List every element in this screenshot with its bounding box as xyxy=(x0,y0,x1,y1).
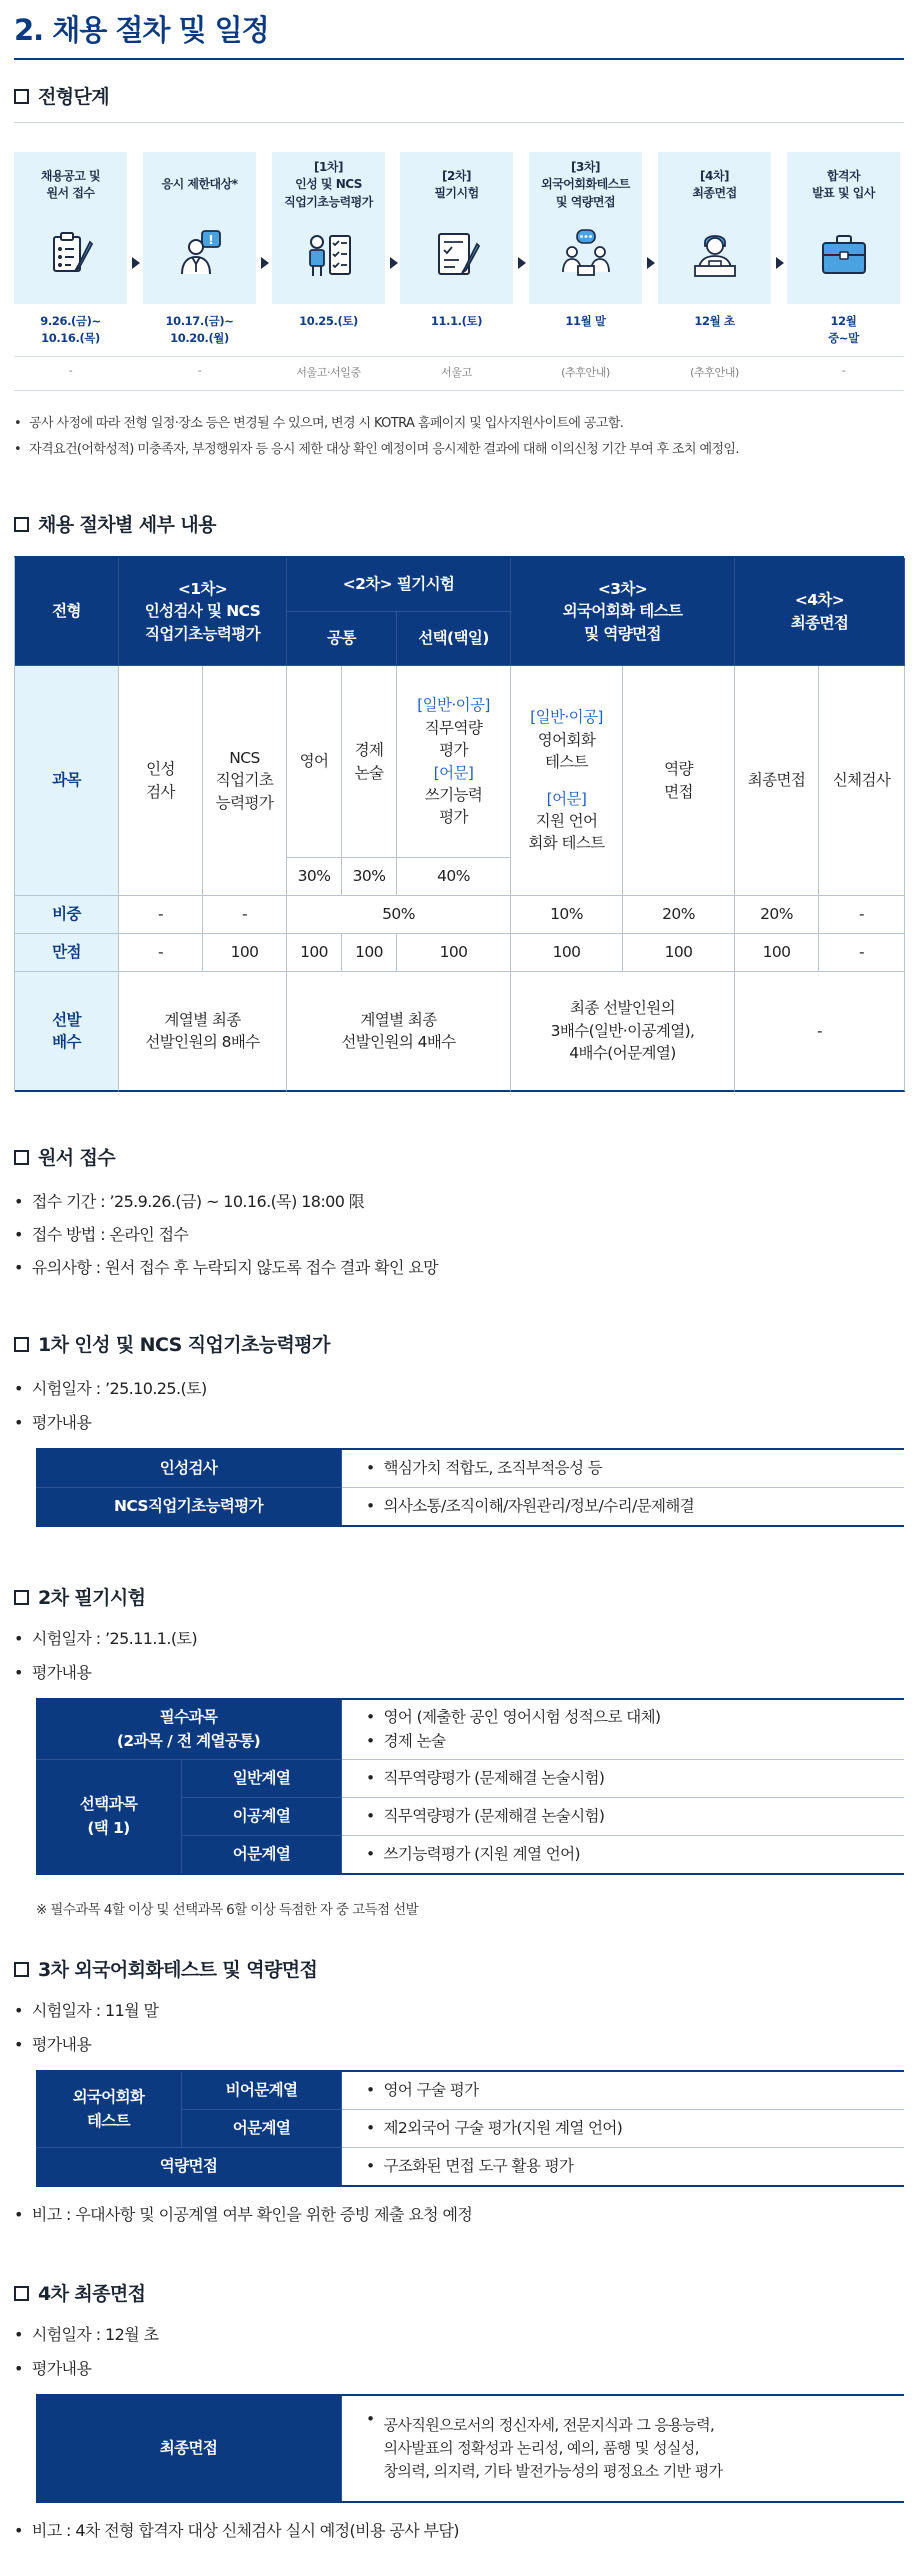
arrow-right-icon xyxy=(647,257,655,269)
elective-general-tag: [일반·이공] xyxy=(417,696,490,715)
score-lang: 100 xyxy=(511,934,623,972)
pct-english: 30% xyxy=(287,858,342,896)
subject-final: 최종면접 xyxy=(735,666,819,896)
stage-date: 12월 중~말 xyxy=(828,314,859,345)
stage-location: - xyxy=(841,364,846,377)
first-date: • 시험일자 : ’25.10.25.(토) xyxy=(14,1376,207,1399)
application-method: • 접수 방법 : 온라인 접수 xyxy=(14,1222,188,1245)
second-footnote: ※ 필수과목 4할 이상 및 선택과목 6할 이상 득점한 자 중 고득점 선발 xyxy=(36,1902,419,1918)
score-elective: 100 xyxy=(397,934,511,972)
stage-card xyxy=(14,152,127,304)
stage-label: [4차] 최종면접 xyxy=(692,168,737,200)
weight-physical: - xyxy=(819,896,905,934)
stage-location: (추후안내) xyxy=(690,366,739,379)
stage-label: [1차] 인성 및 NCS 직업기초능력평가 xyxy=(284,159,373,209)
table-bottom-rule xyxy=(36,1525,904,1527)
clipboard-pen-icon xyxy=(45,228,97,280)
weight-ncs: - xyxy=(203,896,287,934)
square-bullet-icon xyxy=(14,517,29,532)
stage-date: 11.1.(토) xyxy=(430,314,483,328)
header-third: <3차> 외국어회화 테스트 및 역량면접 xyxy=(511,558,735,666)
stage-label: 응시 제한대상* xyxy=(161,177,238,192)
stage-location: 서울고·서일중 xyxy=(296,366,361,379)
arrow-right-icon xyxy=(261,257,269,269)
first-row-body: • 의사소통/조직이해/자원관리/정보/수리/문제해결 xyxy=(342,1488,904,1526)
stage-label: [3차] 외국어회화테스트 및 역량면접 xyxy=(541,159,630,209)
stage-label: [2차] 필기시험 xyxy=(434,168,479,200)
third-date: • 시험일자 : 11월 말 xyxy=(14,1998,158,2021)
header-first: <1차> 인성검사 및 NCS 직업기초능력평가 xyxy=(119,558,287,666)
stage-card xyxy=(658,152,771,304)
subject-physical: 신체검사 xyxy=(819,666,905,896)
lang-test-head: 외국어회화 테스트 xyxy=(36,2072,182,2148)
lang-row-head: 어문계열 xyxy=(182,2110,342,2148)
pct-econ: 30% xyxy=(342,858,397,896)
elective-row-head: 이공계열 xyxy=(182,1798,342,1836)
selection-third: 최종 선발인원의 3배수(일반·이공계열), 4배수(어문계열) xyxy=(511,972,735,1092)
score-final: 100 xyxy=(735,934,819,972)
row-label-weight: 비중 xyxy=(15,896,119,934)
arrow-right-icon xyxy=(132,257,140,269)
square-bullet-icon xyxy=(14,1150,29,1165)
page-title: 2. 채용 절차 및 일정 xyxy=(14,13,269,47)
table-bottom-rule xyxy=(36,2501,904,2503)
stage-card xyxy=(272,152,385,304)
fourth-date: • 시험일자 : 12월 초 xyxy=(14,2322,158,2345)
elective-row-body: • 쓰기능력평가 (지원 계열 언어) xyxy=(342,1836,904,1874)
svg-text:!: ! xyxy=(208,233,214,247)
section-details-heading: 채용 절차별 세부 내용 xyxy=(14,510,216,537)
square-bullet-icon xyxy=(14,1337,29,1352)
final-body: • 공사직원으로서의 정신자세, 전문지식과 그 응용능력, 의사발표의 정확성과 논리성, 예의, 품행 및 성실성, 창의력, 의지력, 기타 발전가능성의 평정요소 기반 평가 xyxy=(342,2396,904,2502)
row-label-subject: 과목 xyxy=(15,666,119,896)
lang-language-subject: 지원 언어 회화 테스트 xyxy=(528,811,605,853)
third-content-label: • 평가내용 xyxy=(14,2032,91,2055)
lang-language-tag: [어문] xyxy=(546,789,587,808)
square-bullet-icon xyxy=(14,89,29,104)
subject-language-test xyxy=(511,666,623,896)
stage-divider xyxy=(14,390,904,391)
weight-final: 20% xyxy=(735,896,819,934)
row-label-score: 만점 xyxy=(15,934,119,972)
square-bullet-icon xyxy=(14,1590,29,1605)
row-label-selection: 선발 배수 xyxy=(15,972,119,1092)
section-second-heading: 2차 필기시험 xyxy=(14,1583,145,1610)
stage-note: • 자격요건(어학성적) 미충족자, 부정행위자 등 응시 제한 대상 확인 예정이며 응시제한 결과에 대해 이의신청 기간 부여 후 조치 예정임. xyxy=(14,438,739,457)
interview-icon xyxy=(560,228,612,280)
first-row-head: 인성검사 xyxy=(36,1450,342,1488)
first-row-head: NCS직업기초능력평가 xyxy=(36,1488,342,1526)
second-date: • 시험일자 : ’25.11.1.(토) xyxy=(14,1626,197,1649)
section-divider xyxy=(14,122,904,123)
subject-ncs: NCS 직업기초 능력평가 xyxy=(203,666,287,896)
final-head: 최종면접 xyxy=(36,2396,342,2502)
table-bottom-rule xyxy=(36,2185,904,2187)
subject-english: 영어 xyxy=(287,666,342,858)
section-third-heading: 3차 외국어회화테스트 및 역량면접 xyxy=(14,1955,317,1982)
subject-personality: 인성 검사 xyxy=(119,666,203,896)
elective-row-head: 어문계열 xyxy=(182,1836,342,1874)
stage-date: 10.25.(토) xyxy=(299,314,358,328)
header-second: <2차> 필기시험 xyxy=(287,558,511,612)
third-remark: • 비고 : 우대사항 및 이공계열 여부 확인을 위한 증빙 제출 요청 예정 xyxy=(14,2202,472,2225)
header-stage: 전형 xyxy=(15,558,119,666)
selection-fourth: - xyxy=(735,972,905,1092)
elective-general-subject: 직무역량 평가 xyxy=(424,718,483,760)
interviewer-icon xyxy=(689,228,741,280)
subject-elective xyxy=(397,666,511,858)
competency-head: 역량면접 xyxy=(36,2148,342,2186)
section-application-heading: 원서 접수 xyxy=(14,1143,115,1170)
person-checklist-icon xyxy=(303,228,355,280)
score-english: 100 xyxy=(287,934,342,972)
lang-general-tag: [일반·이공] xyxy=(530,708,603,727)
section-first-heading: 1차 인성 및 NCS 직업기초능력평가 xyxy=(14,1330,330,1357)
selection-first: 계열별 최종 선발인원의 8배수 xyxy=(119,972,287,1092)
weight-competency: 20% xyxy=(623,896,735,934)
second-content-label: • 평가내용 xyxy=(14,1660,91,1683)
lang-row-head: 비어문계열 xyxy=(182,2072,342,2110)
elective-row-body: • 직무역량평가 (문제해결 논술시험) xyxy=(342,1760,904,1798)
header-fourth: <4차> 최종면접 xyxy=(735,558,905,666)
stage-card xyxy=(400,152,513,304)
competency-body: • 구조화된 면접 도구 활용 평가 xyxy=(342,2148,904,2186)
stage-card xyxy=(787,152,900,304)
header-select: 선택(택일) xyxy=(397,612,511,666)
fourth-remark: • 비고 : 4차 전형 합격자 대상 신체검사 실시 예정(비용 공사 부담) xyxy=(14,2518,459,2541)
paper-pen-icon xyxy=(431,228,483,280)
stage-location: (추후안내) xyxy=(561,366,610,379)
fourth-content-label: • 평가내용 xyxy=(14,2356,91,2379)
weight-personality: - xyxy=(119,896,203,934)
selection-second: 계열별 최종 선발인원의 4배수 xyxy=(287,972,511,1092)
score-ncs: 100 xyxy=(203,934,287,972)
elective-language-tag: [어문] xyxy=(433,763,474,782)
required-body: • 영어 (제출한 공인 영어시험 성적으로 대체) • 경제 논술 xyxy=(342,1700,904,1760)
weight-second: 50% xyxy=(287,896,511,934)
stage-location: 서울고 xyxy=(441,366,472,379)
procedure-table xyxy=(14,556,904,1092)
pct-elective: 40% xyxy=(397,858,511,896)
person-alert-icon xyxy=(174,228,226,280)
table-bottom-rule xyxy=(36,1873,904,1875)
elective-row-head: 일반계열 xyxy=(182,1760,342,1798)
stage-card xyxy=(143,152,256,304)
application-caution: • 유의사항 : 원서 접수 후 누락되지 않도록 접수 결과 확인 요망 xyxy=(14,1255,438,1278)
lang-row-body: • 제2외국어 구술 평가(지원 계열 언어) xyxy=(342,2110,904,2148)
stage-divider xyxy=(14,356,904,357)
required-head: 필수과목 (2과목 / 전 계열공통) xyxy=(36,1700,342,1760)
subject-econ: 경제 논술 xyxy=(342,666,397,858)
square-bullet-icon xyxy=(14,1962,29,1977)
stage-note: • 공사 사정에 따라 전형 일정·장소 등은 변경될 수 있으며, 변경 시 KOTRA 홈페이지 및 입사지원사이트에 공고함. xyxy=(14,412,623,431)
square-bullet-icon xyxy=(14,2286,29,2301)
subject-competency: 역량 면접 xyxy=(623,666,735,896)
header-common: 공통 xyxy=(287,612,397,666)
section-fourth-heading: 4차 최종면접 xyxy=(14,2279,145,2306)
first-content-label: • 평가내용 xyxy=(14,1410,91,1433)
briefcase-icon xyxy=(818,228,870,280)
arrow-right-icon xyxy=(776,257,784,269)
lang-row-body: • 영어 구술 평가 xyxy=(342,2072,904,2110)
stage-card xyxy=(529,152,642,304)
elective-language-subject: 쓰기능력 평가 xyxy=(424,785,483,827)
weight-lang: 10% xyxy=(511,896,623,934)
stage-date: 11월 말 xyxy=(565,314,606,328)
stage-date: 12월 초 xyxy=(694,314,735,328)
stage-date: 9.26.(금)~ 10.16.(목) xyxy=(40,314,101,345)
score-physical: - xyxy=(819,934,905,972)
stage-date: 10.17.(금)~ 10.20.(월) xyxy=(165,314,234,345)
arrow-right-icon xyxy=(518,257,526,269)
section-stages-heading: 전형단계 xyxy=(14,82,109,109)
stage-location: - xyxy=(68,364,73,377)
first-row-body: • 핵심가치 적합도, 조직부적응성 등 xyxy=(342,1450,904,1488)
arrow-right-icon xyxy=(390,257,398,269)
stage-location: - xyxy=(197,364,202,377)
stage-label: 합격자 발표 및 입사 xyxy=(812,168,875,200)
elective-head: 선택과목 (택 1) xyxy=(36,1760,182,1874)
stage-label: 채용공고 및 원서 접수 xyxy=(40,168,101,200)
score-personality: - xyxy=(119,934,203,972)
score-econ: 100 xyxy=(342,934,397,972)
application-period: • 접수 기간 : ’25.9.26.(금) ~ 10.16.(목) 18:00 限 xyxy=(14,1189,364,1212)
elective-row-body: • 직무역량평가 (문제해결 논술시험) xyxy=(342,1798,904,1836)
lang-general-subject: 영어회화 테스트 xyxy=(537,730,596,772)
score-competency: 100 xyxy=(623,934,735,972)
title-rule xyxy=(14,58,904,60)
